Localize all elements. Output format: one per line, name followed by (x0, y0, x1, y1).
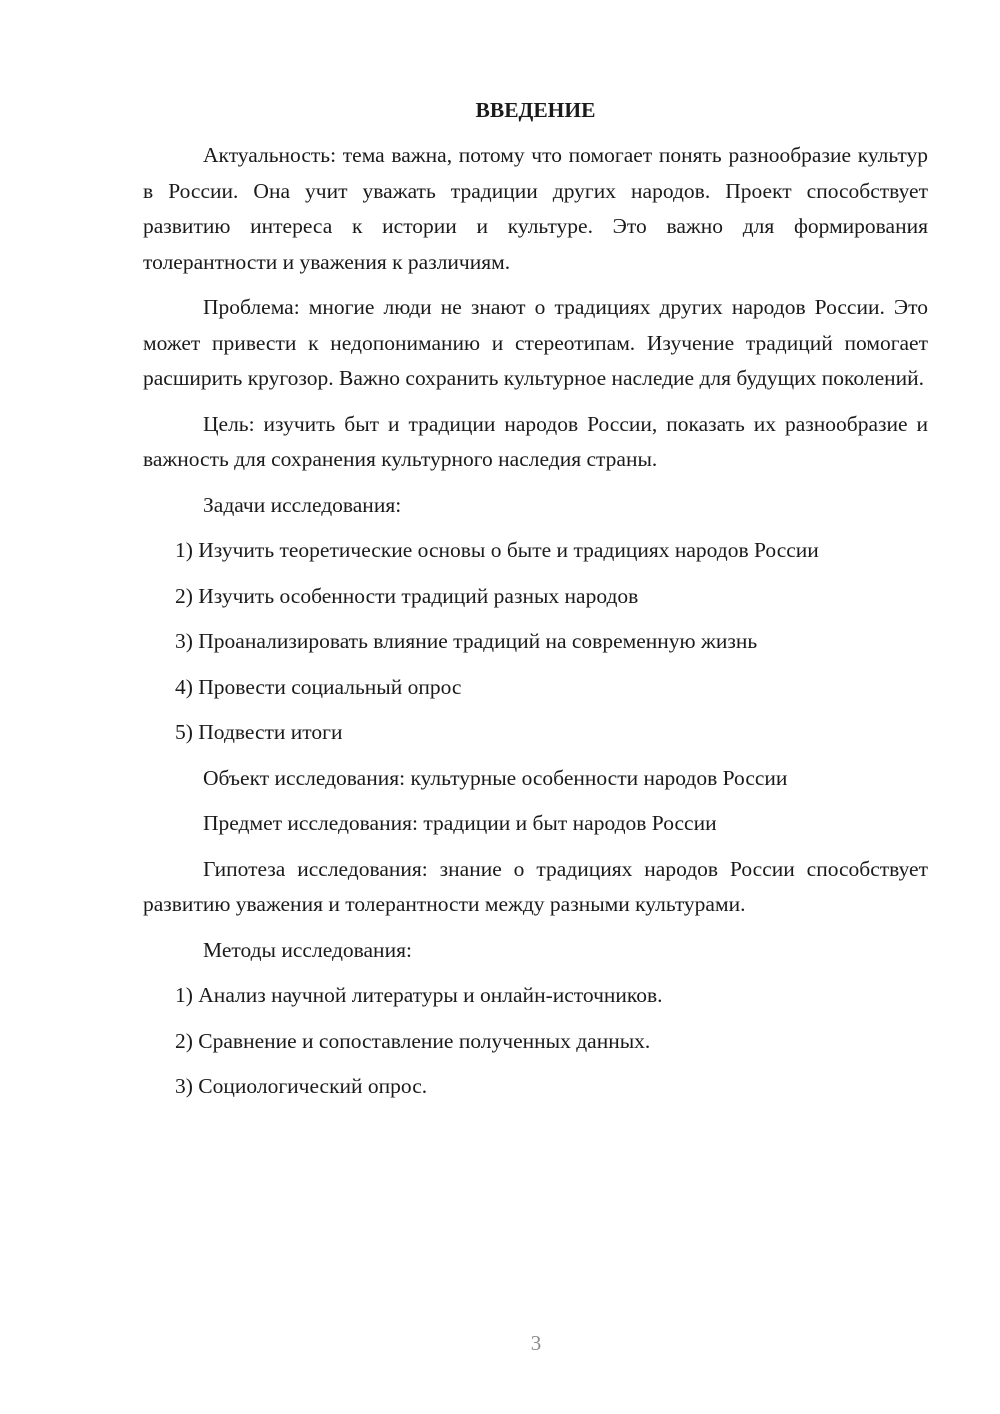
task-item: 1) Изучить теоретические основы о быте и традициях народов России (175, 538, 819, 562)
relevance-paragraph: Актуальность: тема важна, потому что помогает понять разнообразие культур в России. Она учит уважать традиции других народов. Проект способствует развитию интереса к истории и культуре. Это важно для формирования толерантности и уважения к различиям. (143, 143, 928, 274)
method-item: 1) Анализ научной литературы и онлайн-источников. (175, 983, 663, 1007)
task-item: 2) Изучить особенности традиций разных народов (175, 583, 639, 608)
methods-heading: Методы исследования: (203, 937, 412, 962)
task-item: 4) Провести социальный опрос (175, 674, 462, 699)
method-item: 2) Сравнение и сопоставление полученных данных. (175, 1028, 651, 1053)
goal-paragraph: Цель: изучить быт и традиции народов России, показать их разнообразие и важность для сохранения культурного наследия страны. (143, 411, 928, 471)
section-title: ВВЕДЕНИЕ (475, 98, 596, 122)
research-subject: Предмет исследования: традиции и быт народов России (203, 811, 717, 835)
task-item: 3) Проанализировать влияние традиций на современную жизнь (175, 629, 758, 653)
problem-paragraph: Проблема: многие люди не знают о традициях других народов России. Это может привести к недопониманию и стереотипам. Изучение традиций помогает расширить кругозор. Важно сохранить культурное наследие для будущих поколений. (143, 295, 928, 390)
document-page (143, 92, 928, 1115)
tasks-heading: Задачи исследования: (203, 492, 402, 517)
research-object: Объект исследования: культурные особенности народов России (203, 765, 788, 790)
task-item: 5) Подвести итоги (175, 720, 343, 744)
method-item: 3) Социологический опрос. (175, 1074, 428, 1098)
hypothesis-paragraph: Гипотеза исследования: знание о традициях народов России способствует развитию уважения и толерантности между разными культурами. (143, 856, 928, 916)
page-number: 3 (530, 1331, 542, 1355)
